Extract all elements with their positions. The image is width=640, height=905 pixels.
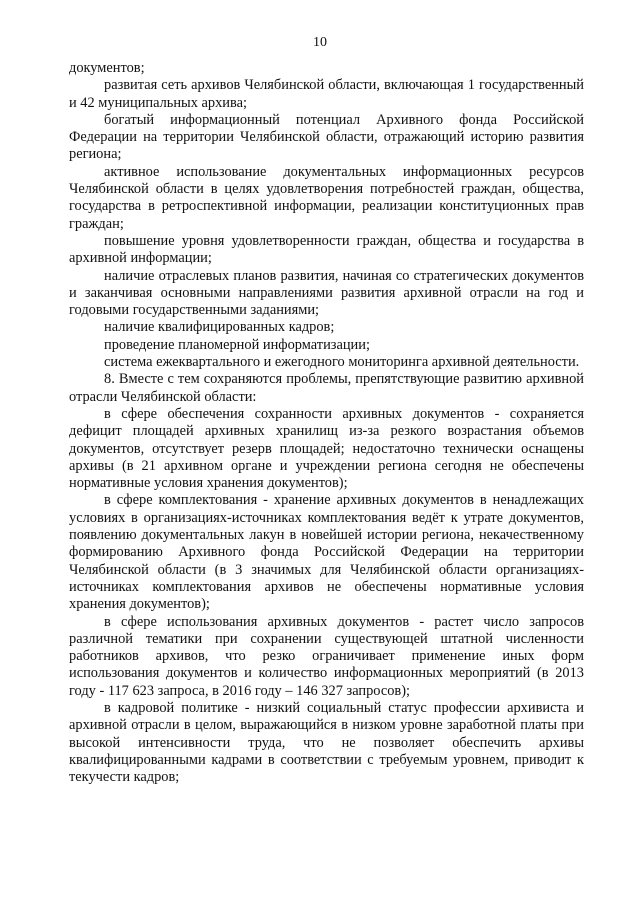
paragraph: развитая сеть архивов Челябинской области, включающая 1 государственный и 42 муниципальных архива;	[69, 77, 584, 111]
paragraph: проведение планомерной информатизации;	[104, 336, 370, 353]
paragraph: документов;	[69, 60, 145, 76]
paragraph: богатый информационный потенциал Архивного фонда Российской Федерации на территории Челябинской области, отражающий историю развития региона;	[69, 111, 584, 163]
paragraph: система ежеквартального и ежегодного мониторинга архивной деятельности.	[104, 354, 580, 371]
section-heading: 8. Вместе с тем сохраняются проблемы, препятствующие развитию архивной отрасли Челябинской области:	[69, 371, 584, 405]
paragraph: активное использование документальных информационных ресурсов Челябинской области в целях удовлетворения потребностей граждан, общества, государства в ретроспективной информации, реализации конституционных прав граждан;	[69, 163, 584, 232]
paragraph: в кадровой политике - низкий социальный статус профессии архивиста и архивной отрасли в целом, выражающийся в низком уровне заработной платы при высокой интенсивности труда, что не позволяет обеспечить архивы квалифицированными кадрами в соответствии с требуемым уровнем, приводит к текучести кадров;	[69, 699, 584, 786]
document-body	[69, 60, 584, 786]
paragraph: наличие квалифицированных кадров;	[104, 319, 335, 336]
paragraph: наличие отраслевых планов развития, начиная со стратегических документов и заканчивая основными направлениями развития архивной отрасли на год и годовыми государственными заданиями;	[69, 267, 584, 319]
paragraph: в сфере использования архивных документов - растет число запросов различной тематики при сохранении существующей штатной численности работников архивов, что резко ограничивает применение иных форм использования документов и количество информационных мероприятий (в 2013 году - 117 623 запроса, в 2016 году – 146 327 запросов);	[69, 613, 584, 699]
paragraph: в сфере комплектования - хранение архивных документов в ненадлежащих условиях в организациях-источниках комплектования ведёт к утрате документов, появлению документальных лакун в новейшей истории региона, некачественному формированию Архивного фонда Российской Федерации на территории Челябинской области (в 3 значимых для Челябинской области организациях-источниках комплектования архивов не обеспечены нормативные условия хранения документов);	[69, 492, 584, 613]
paragraph: повышение уровня удовлетворенности граждан, общества и государства в архивной информации;	[69, 232, 584, 267]
paragraph: в сфере обеспечения сохранности архивных документов - сохраняется дефицит площадей архивных хранилищ из-за резкого возрастания объемов документов, отсутствует резерв площадей; недостаточно технически оснащены архивы (в 21 архивном органе и учреждении региона сегодня не обеспечены нормативные условия хранения документов);	[69, 405, 584, 492]
page-number: 10	[313, 35, 327, 50]
